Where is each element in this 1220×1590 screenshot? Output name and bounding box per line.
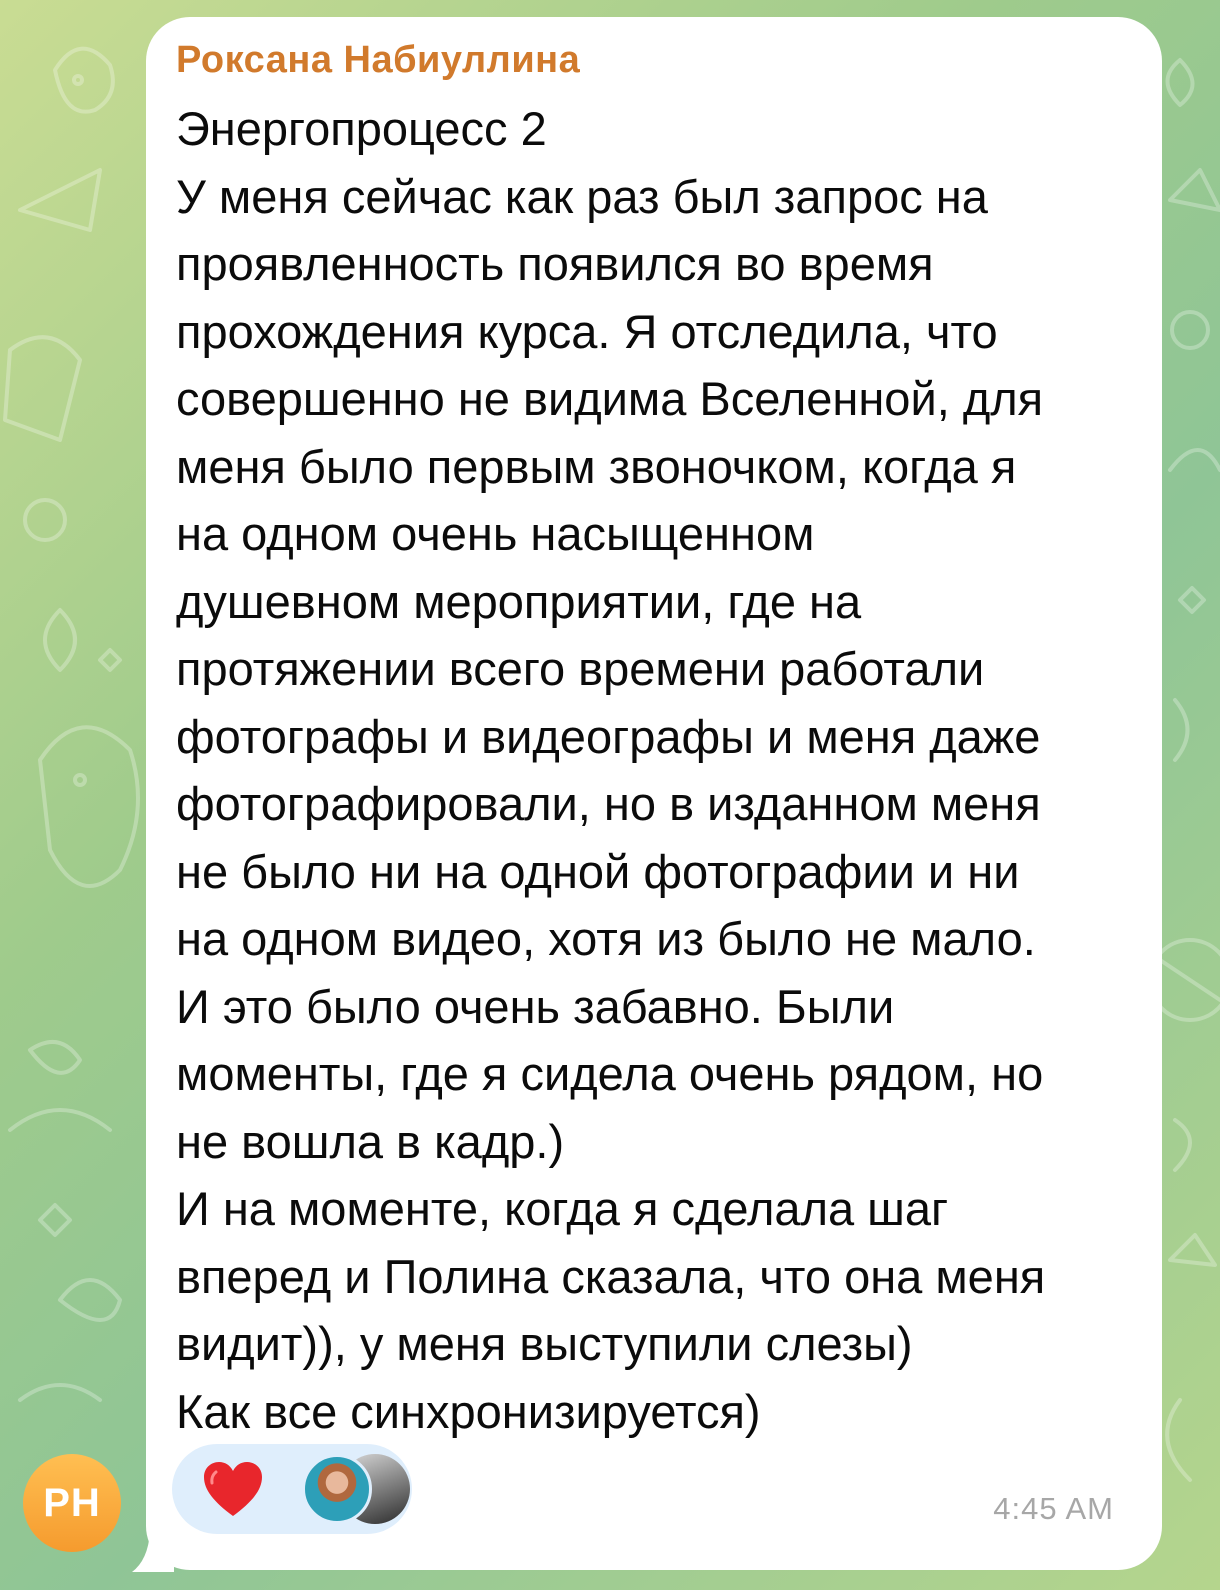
message-line: протяжении всего времени работали xyxy=(176,642,985,695)
message-bubble[interactable] xyxy=(146,17,1162,1570)
reaction-pill[interactable] xyxy=(172,1444,412,1534)
message-line: на одном видео, хотя из было не мало. xyxy=(176,912,1036,965)
sender-avatar[interactable]: PH xyxy=(23,1454,121,1552)
message-line: душевном мероприятии, где на xyxy=(176,574,862,628)
message-line: У меня сейчас как раз был запрос на xyxy=(176,169,988,223)
message-line: Энергопроцесс 2 xyxy=(176,102,547,155)
message-line: Как все синхронизируется) xyxy=(176,1384,761,1438)
message-line: моменты, где я сидела очень рядом, но xyxy=(176,1047,1044,1100)
message-line: проявленность появился во время xyxy=(176,237,934,290)
message-line: И на моменте, когда я сделала шаг xyxy=(176,1182,949,1235)
reactor-avatar[interactable] xyxy=(302,1454,372,1524)
sender-name[interactable]: Роксана Набиуллина xyxy=(176,39,581,81)
message-line: видит)), у меня выступили слезы) xyxy=(176,1317,913,1370)
message-line: фотографировали, но в изданном меня xyxy=(176,777,1041,830)
message-line: меня было первым звоночком, когда я xyxy=(176,439,1017,493)
message-line: вперед и Полина сказала, что она меня xyxy=(176,1249,1046,1303)
message-line: прохождения курса. Я отследила, что xyxy=(176,304,998,358)
message-line: не было ни на одной фотографии и ни xyxy=(176,844,1020,898)
message-timestamp: 4:45 AM xyxy=(993,1491,1114,1526)
message-line: И это было очень забавно. Были xyxy=(176,979,895,1033)
message-line: на одном очень насыщенном xyxy=(176,507,815,560)
message-line: совершенно не видима Вселенной, для xyxy=(176,372,1044,425)
heart-icon xyxy=(202,1460,264,1518)
message-line: фотографы и видеографы и меня даже xyxy=(176,709,1041,763)
message-text xyxy=(176,95,1136,1445)
message-line: не вошла в кадр.) xyxy=(176,1114,565,1168)
